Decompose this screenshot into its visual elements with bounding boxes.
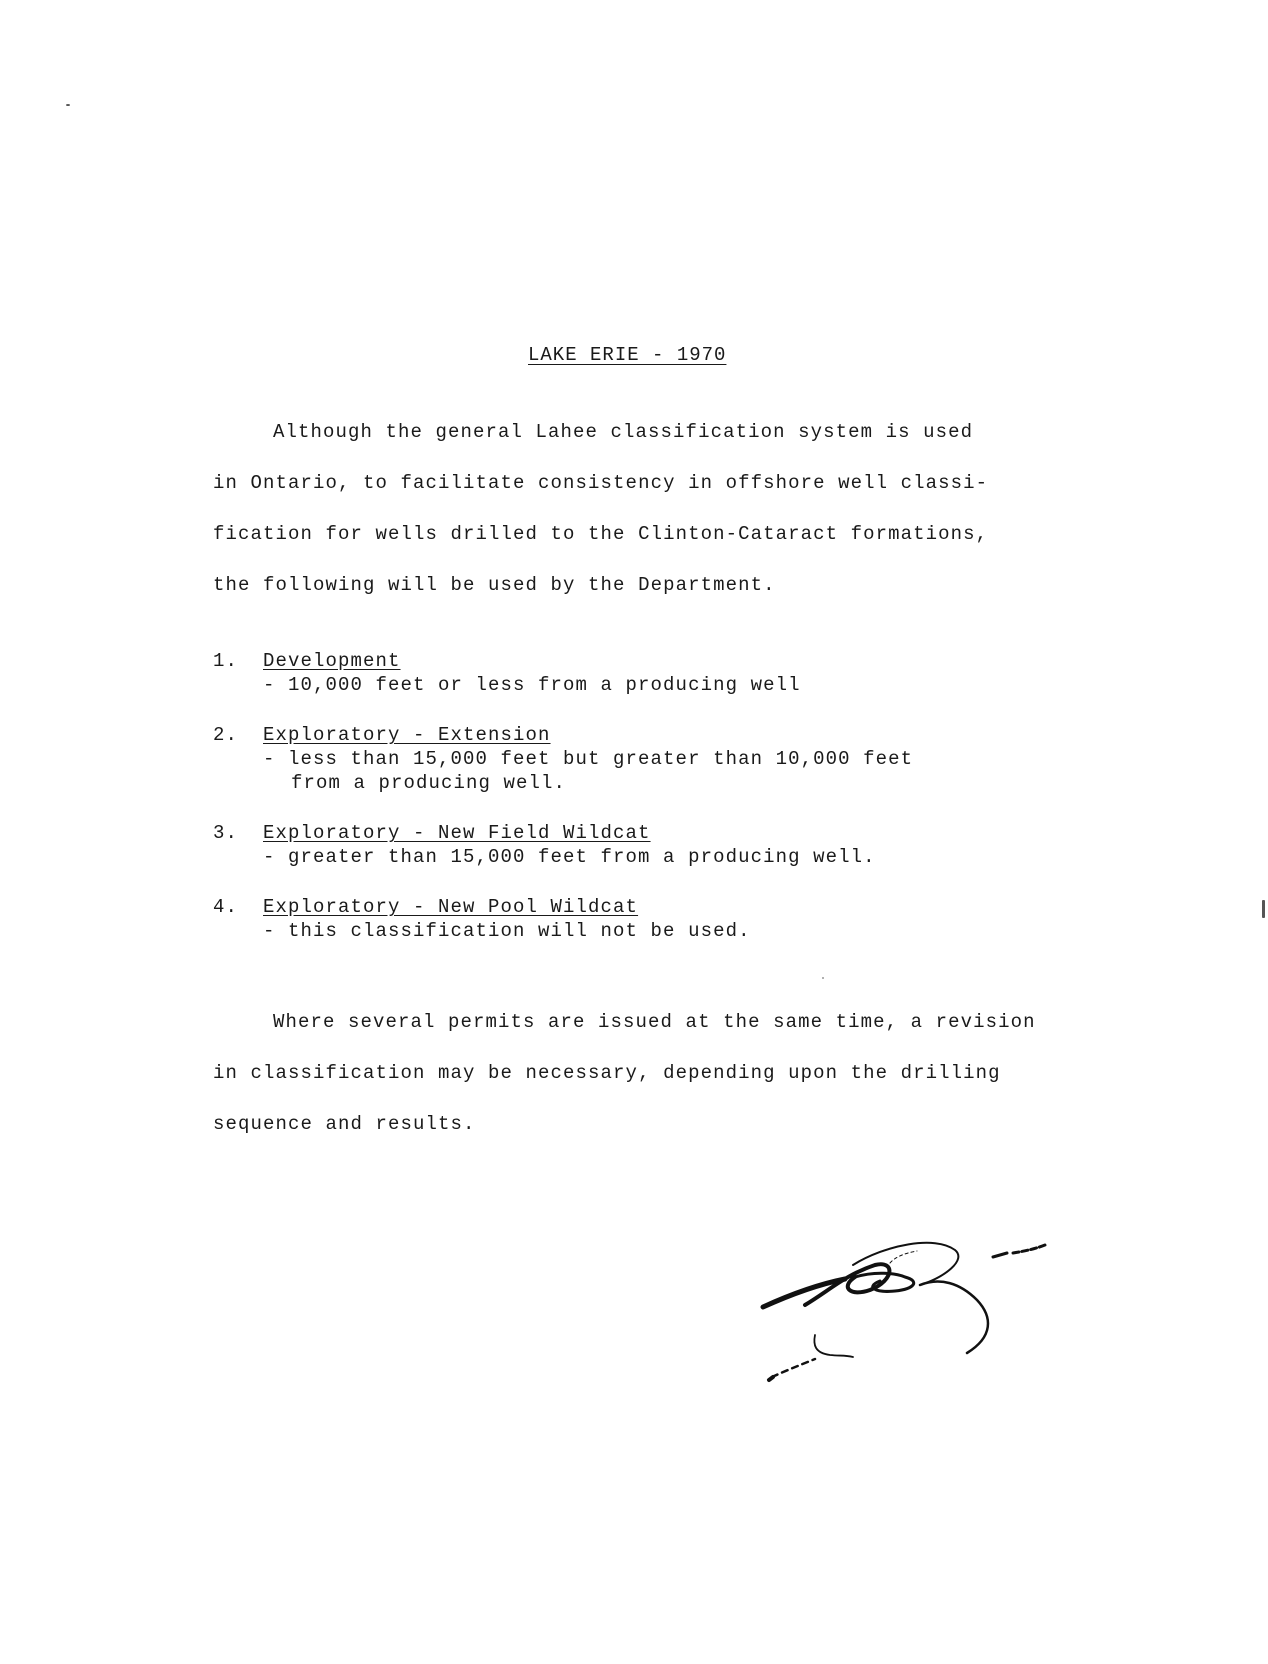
- intro-line: Although the general Lahee classification system is used: [273, 421, 974, 443]
- closing-line: in classification may be necessary, depending upon the drilling: [213, 1062, 1001, 1084]
- item-number: 1.: [213, 650, 239, 672]
- scan-speck: [66, 104, 70, 106]
- item-number: 2.: [213, 724, 239, 746]
- item-heading: Exploratory - New Field Wildcat: [263, 822, 651, 844]
- item-heading: Exploratory - Extension: [263, 724, 551, 746]
- document-title: LAKE ERIE - 1970: [528, 344, 727, 366]
- list-item: [213, 723, 1113, 795]
- scan-speck: [822, 977, 824, 979]
- closing-line: sequence and results.: [213, 1113, 476, 1135]
- item-heading: Development: [263, 650, 401, 672]
- intro-line: the following will be used by the Department.: [213, 574, 776, 596]
- classification-list: [213, 649, 1113, 969]
- item-description: - less than 15,000 feet but greater than 10,000 feet: [263, 748, 914, 770]
- scan-speck: [1262, 900, 1265, 918]
- list-item: [213, 895, 1113, 943]
- handwritten-signature: [745, 1205, 1115, 1405]
- closing-line: Where several permits are issued at the same time, a revision: [273, 1011, 1036, 1033]
- item-description: - greater than 15,000 feet from a producing well.: [263, 846, 876, 868]
- item-description: - this classification will not be used.: [263, 920, 751, 942]
- intro-line: fication for wells drilled to the Clinton-Cataract formations,: [213, 523, 989, 545]
- item-number: 3.: [213, 822, 239, 844]
- intro-line: in Ontario, to facilitate consistency in offshore well classi-: [213, 472, 989, 494]
- intro-paragraph: [213, 407, 1073, 611]
- item-description: - 10,000 feet or less from a producing well: [263, 674, 801, 696]
- item-number: 4.: [213, 896, 239, 918]
- item-description-continuation: from a producing well.: [291, 772, 567, 794]
- list-item: [213, 649, 1113, 697]
- item-heading: Exploratory - New Pool Wildcat: [263, 896, 639, 918]
- closing-paragraph: [213, 997, 1073, 1150]
- list-item: [213, 821, 1113, 869]
